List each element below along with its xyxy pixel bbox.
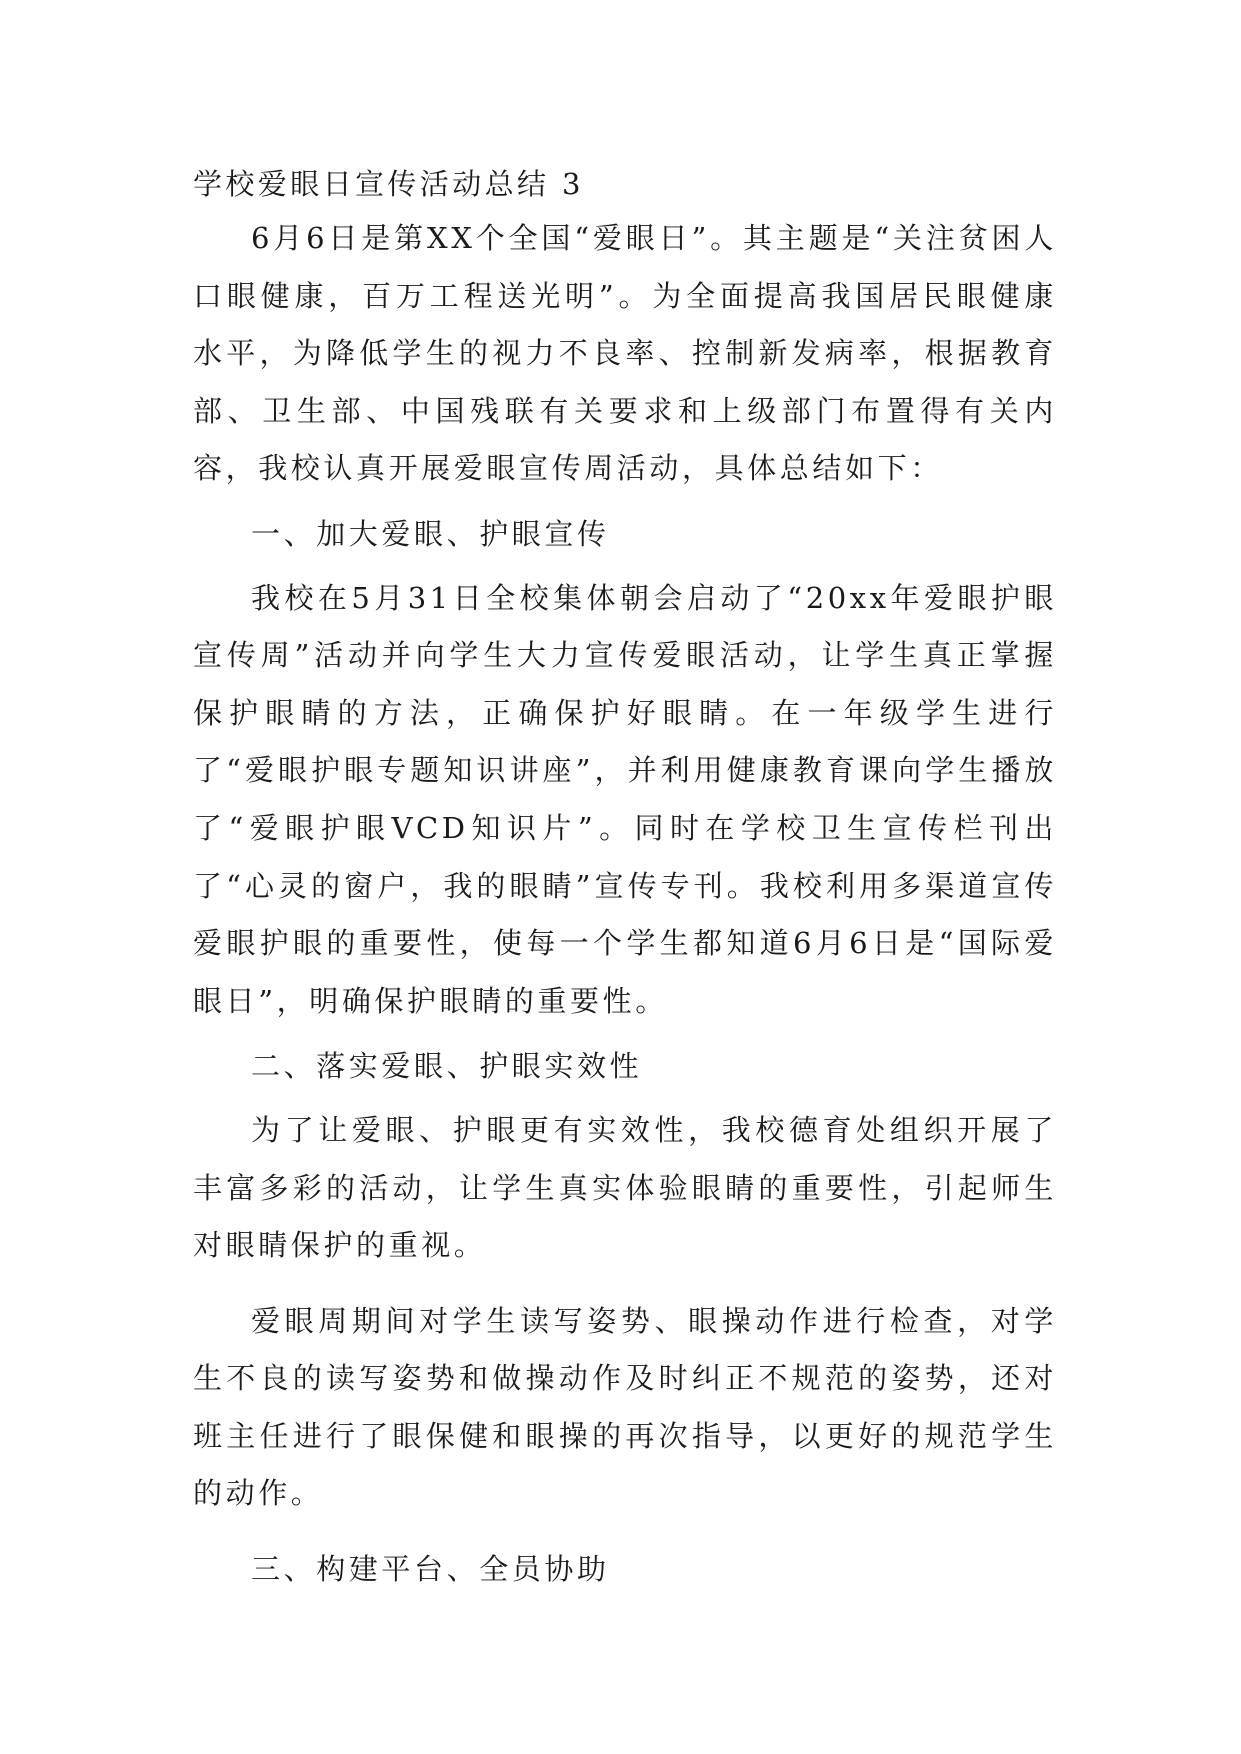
section-heading-3: 三、构建平台、全员协助 [251,1552,610,1587]
section-2-paragraph-1: 为了让爱眼、护眼更有实效性，我校德育处组织开展了丰富多彩的活动，让学生真实体验眼睛的重要性，引起师生对眼睛保护的重视。 [193,1112,1057,1263]
intro-paragraph: 6月6日是第XX个全国“爱眼日”。其主题是“关注贫困人口眼健康，百万工程送光明”。为全面提高我国居民眼健康水平，为降低学生的视力不良率、控制新发病率，根据教育部、卫生部、中国残联有关要求和上级部门布置得有关内容，我校认真开展爱眼宣传周活动，具体总结如下： [193,221,1057,486]
document-body [193,160,1057,1605]
section-1-paragraph: 我校在5月31日全校集体朝会启动了“20xx年爱眼护眼宣传周”活动并向学生大力宣传爱眼活动，让学生真正掌握保护眼睛的方法，正确保护好眼睛。在一年级学生进行了“爱眼护眼专题知识讲座”，并利用健康教育课向学生播放了“爱眼护眼VCD知识片”。同时在学校卫生宣传栏刊出了“心灵的窗户，我的眼睛”宣传专刊。我校利用多渠道宣传爱眼护眼的重要性，使每一个学生都知道6月6日是“国际爱眼日”，明确保护眼睛的重要性。 [193,580,1057,1018]
section-2-paragraph-2: 爱眼周期间对学生读写姿势、眼操动作进行检查，对学生不良的读写姿势和做操动作及时纠正不规范的姿势，还对班主任进行了眼保健和眼操的再次指导，以更好的规范学生的动作。 [193,1303,1057,1511]
section-heading-1: 一、加大爱眼、护眼宣传 [251,516,610,551]
section-heading-2: 二、落实爱眼、护眼实效性 [251,1049,643,1084]
document-title: 学校爱眼日宣传活动总结 3 [193,167,584,201]
